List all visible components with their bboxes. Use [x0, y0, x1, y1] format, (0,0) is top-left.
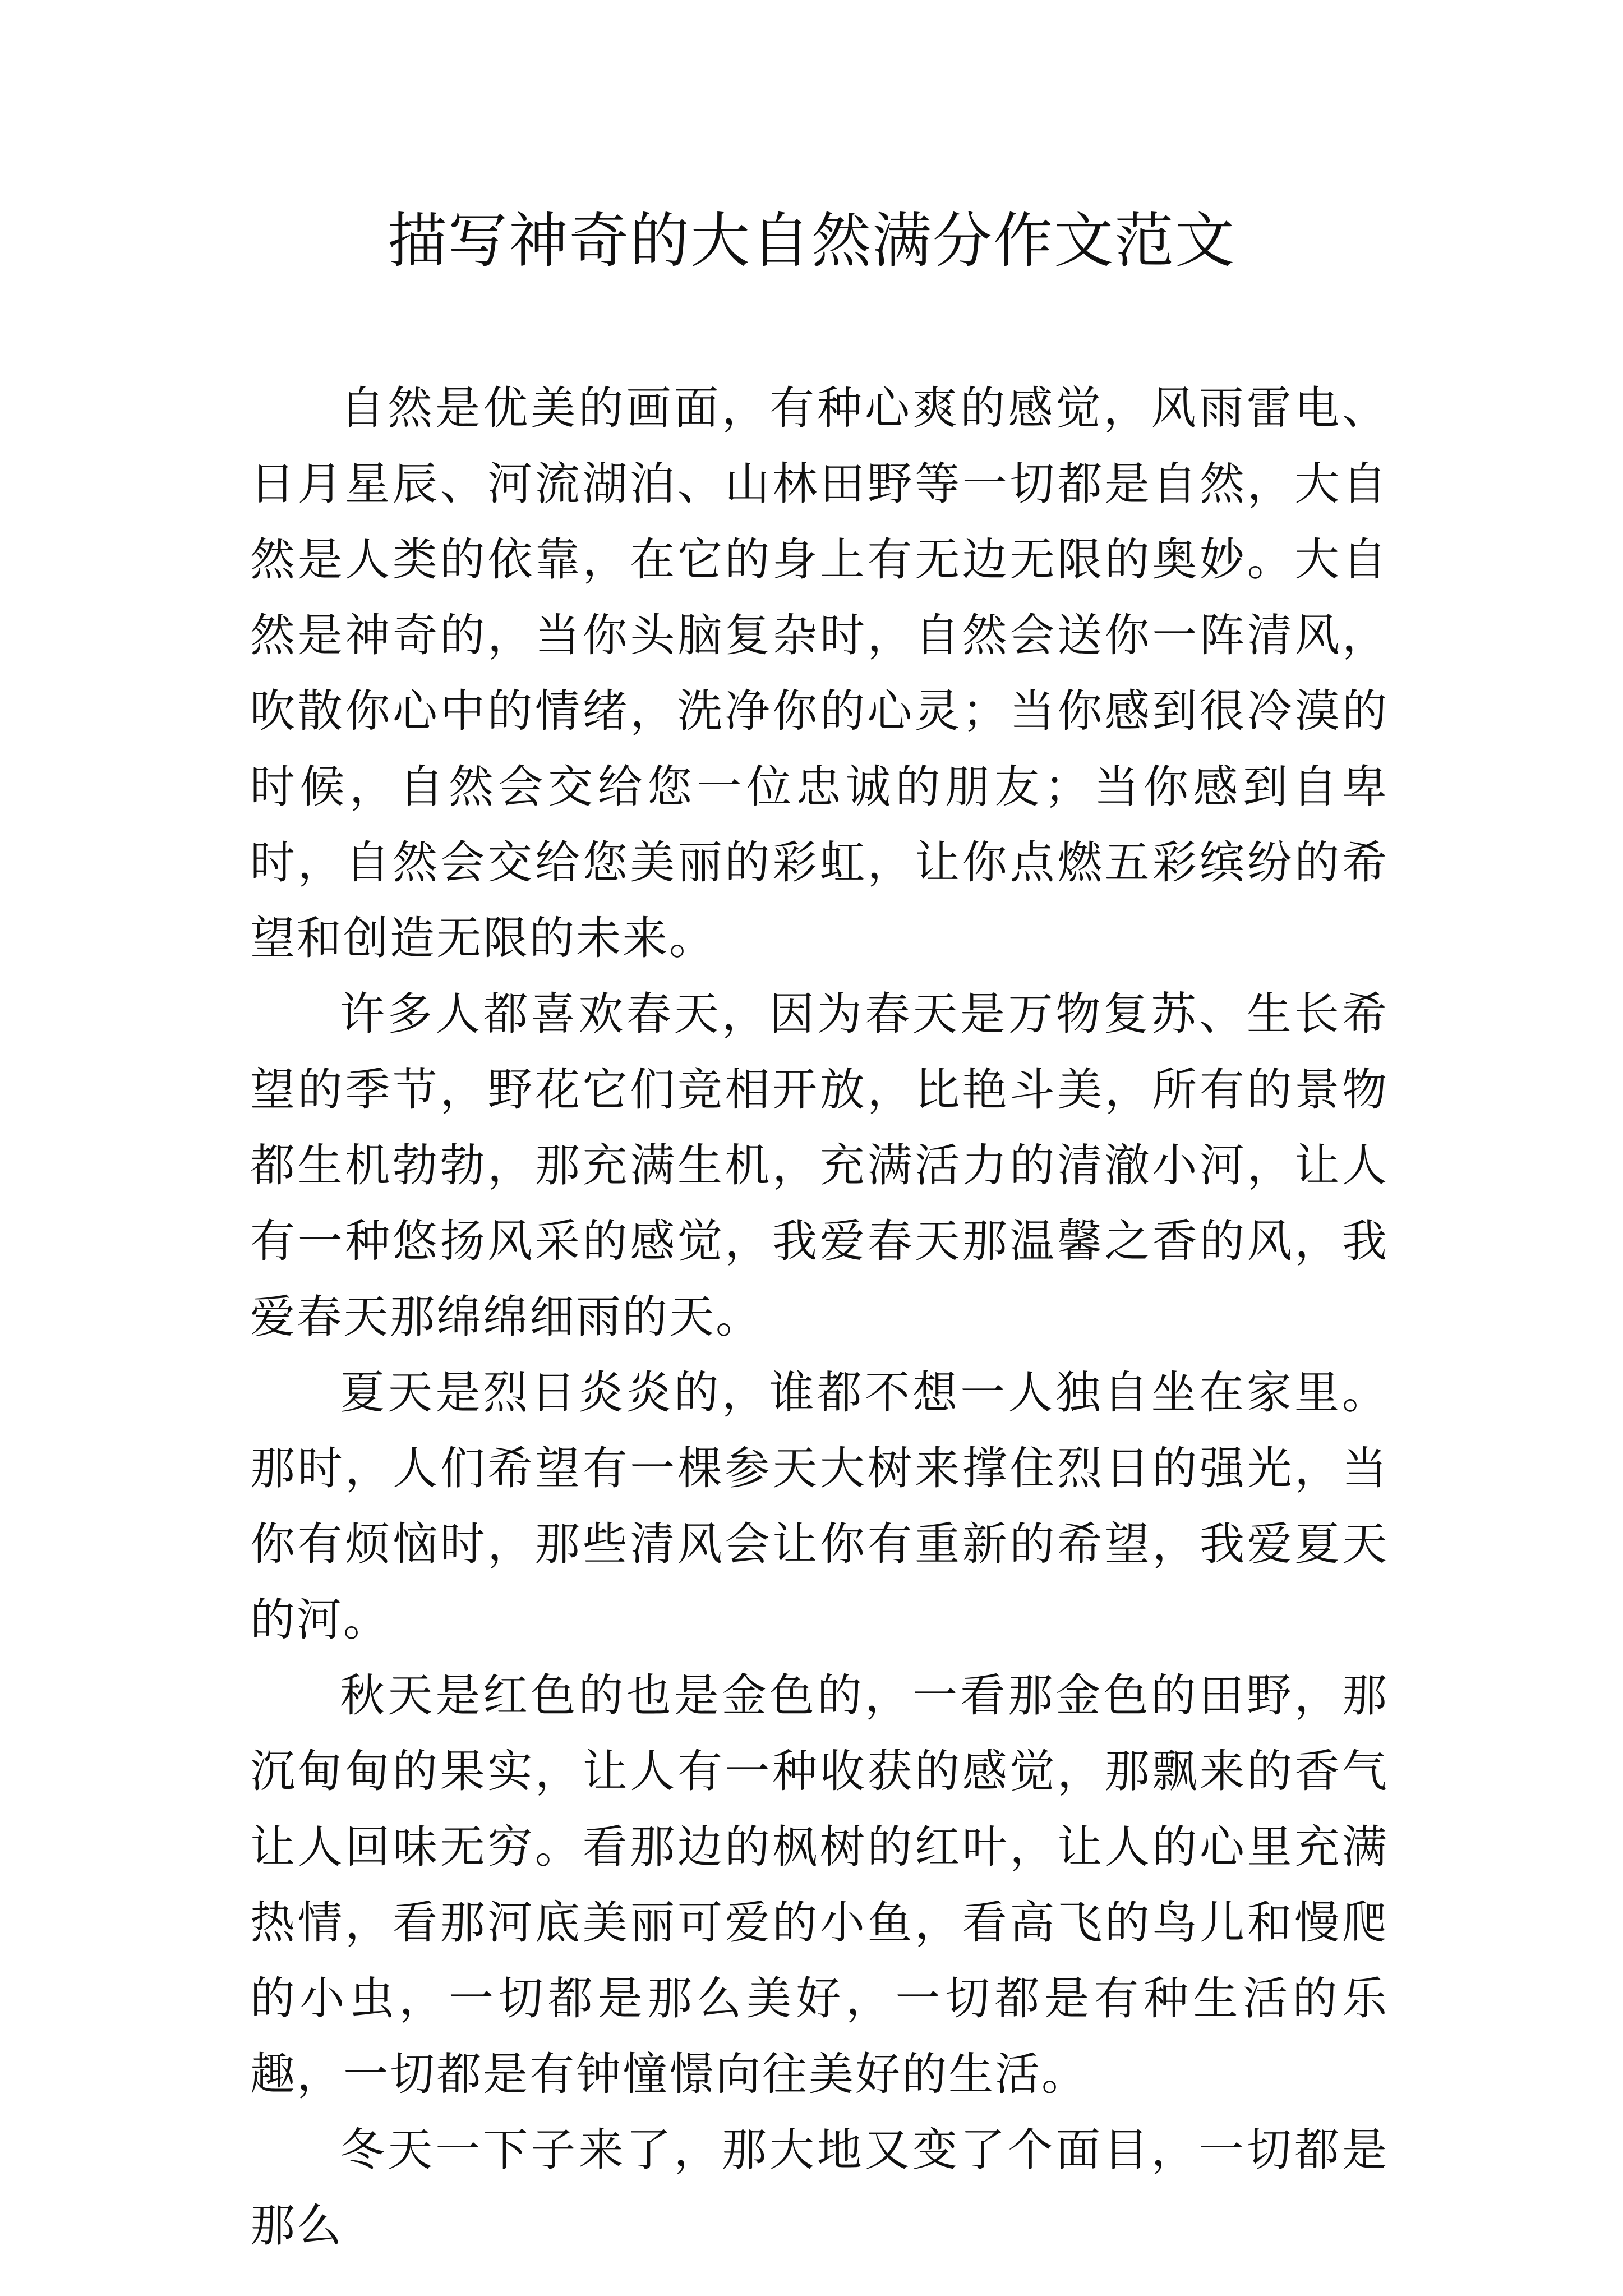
paragraph-1: 自然是优美的画面，有种心爽的感觉，风雨雷电、日月星辰、河流湖泊、山林田野等一切都是自然，大自然是人类的依靠，在它的身上有无边无限的奥妙。大自然是神奇的，当你头脑复杂时，自然会送你一阵清风，吹散你心中的情绪，洗净你的心灵；当你感到很冷漠的时候，自然会交给您一位忠诚的朋友；当你感到自卑时，自然会交给您美丽的彩虹，让你点燃五彩缤纷的希望和创造无限的未来。 — [250, 382, 1389, 964]
paragraph-4: 秋天是红色的也是金色的，一看那金色的田野，那沉甸甸的果实，让人有一种收获的感觉，那飘来的香气让人回味无穷。看那边的枫树的红叶，让人的心里充满热情，看那河底美丽可爱的小鱼，看高飞的鸟儿和慢爬的小虫，一切都是那么美好，一切都是有种生活的乐趣，一切都是有钟憧憬向往美好的生活。 — [250, 1669, 1389, 2100]
document-body — [250, 370, 1389, 2263]
paragraph-5: 冬天一下子来了，那大地又变了个面目，一切都是那么 — [250, 2124, 1389, 2252]
paragraph-3: 夏天是烈日炎炎的，谁都不想一人独自坐在家里。那时，人们希望有一棵参天大树来撑住烈日的强光，当你有烦恼时，那些清风会让你有重新的希望，我爱夏天的河。 — [250, 1366, 1389, 1646]
document-title: 描写神奇的大自然满分作文范文 — [388, 206, 1235, 275]
paragraph-2: 许多人都喜欢春天，因为春天是万物复苏、生长希望的季节，野花它们竞相开放，比艳斗美，所有的景物都生机勃勃，那充满生机，充满活力的清澈小河，让人有一种悠扬风采的感觉，我爱春天那温馨之香的风，我爱春天那绵绵细雨的天。 — [250, 988, 1389, 1343]
